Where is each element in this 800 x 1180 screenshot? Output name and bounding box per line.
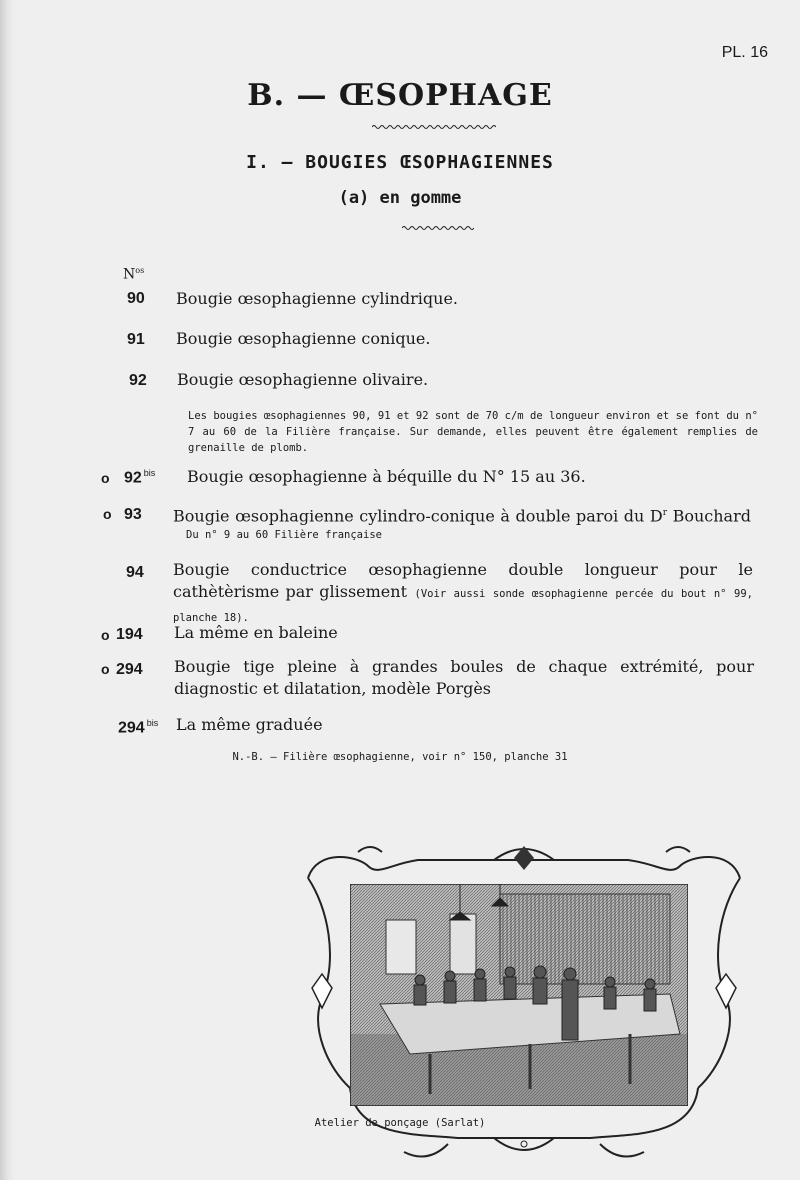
item-description: La même graduée: [176, 715, 323, 734]
item-subnote: Du n° 9 au 60 Filière française: [186, 529, 382, 541]
page-spine: [0, 0, 14, 1180]
availability-marker: o: [101, 661, 110, 677]
section-title: B. — ŒSOPHAGE: [247, 78, 553, 113]
subsection-title: I. — BOUGIES ŒSOPHAGIENNES: [246, 152, 554, 173]
item-description: Bougie œsophagienne à béquille du N° 15 au 36.: [187, 467, 586, 486]
item-description: Bougie œsophagienne conique.: [176, 329, 431, 348]
plate-number: PL. 16: [721, 44, 768, 61]
subtitle-flourish: [402, 225, 474, 231]
item-number: 92 $^{bis}$: [124, 468, 156, 487]
item-number: 91: [127, 331, 145, 348]
availability-marker: o: [101, 627, 110, 643]
numbers-header: $N^{os}$: [123, 266, 145, 283]
item-number: 92: [129, 372, 147, 389]
item-number: 94: [126, 564, 144, 581]
item-number: 294: [116, 661, 143, 678]
item-number: 194: [116, 626, 143, 643]
illustration-caption: Atelier de ponçage (Sarlat): [314, 1117, 486, 1129]
item-number: 93: [124, 506, 142, 523]
item-description: Bougie œsophagienne olivaire.: [177, 370, 429, 389]
nota-bene: N.-B. – Filière œsophagienne, voir n° 150, planche 31: [232, 751, 568, 763]
availability-marker: o: [101, 470, 110, 486]
item-description: Bougie œsophagienne cylindrique.: [176, 289, 458, 308]
title-flourish: [372, 124, 496, 130]
subsection-subtitle: (a) en gomme: [338, 188, 462, 208]
item-description: Bougie conductrice œsophagienne double longueur pour le cathètèrisme par glissement (Voir aussi sonde œsophagienne percée du bout n° 99, planche 18).: [173, 560, 753, 624]
item-description: Bougie œsophagienne cylindro-conique à double paroi du $D^r$ Bouchard: [173, 506, 751, 526]
workshop-engraving: [350, 884, 688, 1106]
availability-marker: o: [103, 506, 112, 522]
item-description: Bougie tige pleine à grandes boules de chaque extrémité, pour diagnostic et dilatation, modèle Porgès: [174, 657, 754, 698]
item-number: 294 $^{bis}$: [118, 718, 159, 737]
note-paragraph: Les bougies œsophagiennes 90, 91 et 92 sont de 70 c/m de longueur environ et se font du n° 7 au 60 de la Filière française. Sur demande, elles peuvent être également remplies de grenaille de plomb.: [188, 410, 758, 454]
item-description: La même en baleine: [174, 623, 338, 642]
item-number: 90: [127, 290, 145, 307]
